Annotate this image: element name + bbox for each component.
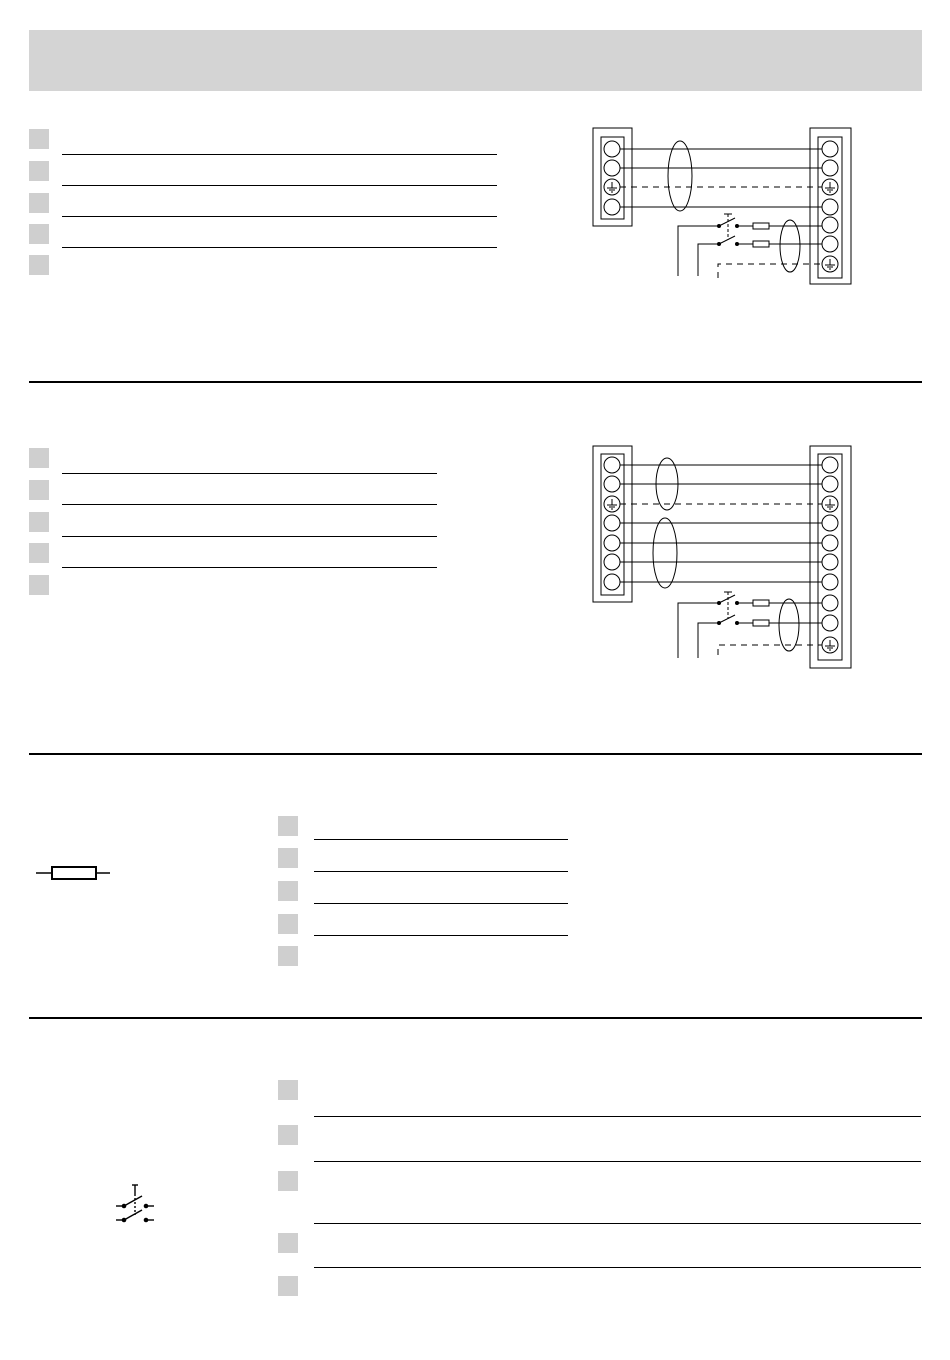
right-connector-outer xyxy=(810,446,851,668)
divider xyxy=(314,1116,921,1117)
language-marker xyxy=(278,881,298,901)
ground-icon xyxy=(825,640,835,650)
language-marker xyxy=(278,1171,298,1191)
fuse-icon xyxy=(753,620,769,626)
language-marker xyxy=(278,1276,298,1296)
terminal xyxy=(822,515,838,531)
terminal xyxy=(822,535,838,551)
divider xyxy=(314,903,568,904)
cable-bundle xyxy=(779,599,799,651)
section-divider xyxy=(29,1017,922,1019)
language-marker xyxy=(278,1233,298,1253)
terminal xyxy=(604,535,620,551)
language-marker xyxy=(278,946,298,966)
terminal xyxy=(604,574,620,590)
language-marker xyxy=(278,914,298,934)
terminal xyxy=(822,615,838,631)
language-marker xyxy=(278,848,298,868)
two-pole-switch-icon xyxy=(112,1182,162,1232)
terminal xyxy=(604,476,620,492)
terminal xyxy=(822,476,838,492)
divider xyxy=(314,935,568,936)
divider xyxy=(314,839,568,840)
divider xyxy=(314,1223,921,1224)
language-marker xyxy=(278,1080,298,1100)
terminal xyxy=(822,595,838,611)
wire xyxy=(698,623,719,658)
left-connector-outer xyxy=(593,446,632,602)
terminal xyxy=(822,457,838,473)
switch-blade-icon xyxy=(719,615,735,623)
ground-icon xyxy=(825,499,835,509)
divider xyxy=(314,871,568,872)
language-marker xyxy=(278,1125,298,1145)
fuse-icon xyxy=(36,863,116,883)
switch-blade-icon xyxy=(719,595,735,603)
terminal xyxy=(604,515,620,531)
ground-icon xyxy=(607,499,617,509)
section-divider xyxy=(29,753,922,755)
fuse-icon xyxy=(753,600,769,606)
language-marker xyxy=(278,816,298,836)
terminal xyxy=(822,554,838,570)
divider xyxy=(314,1161,921,1162)
wire-earth xyxy=(718,645,822,655)
terminal xyxy=(604,554,620,570)
cable-bundle xyxy=(653,518,677,588)
terminal xyxy=(822,574,838,590)
terminal xyxy=(604,457,620,473)
divider xyxy=(314,1267,921,1268)
